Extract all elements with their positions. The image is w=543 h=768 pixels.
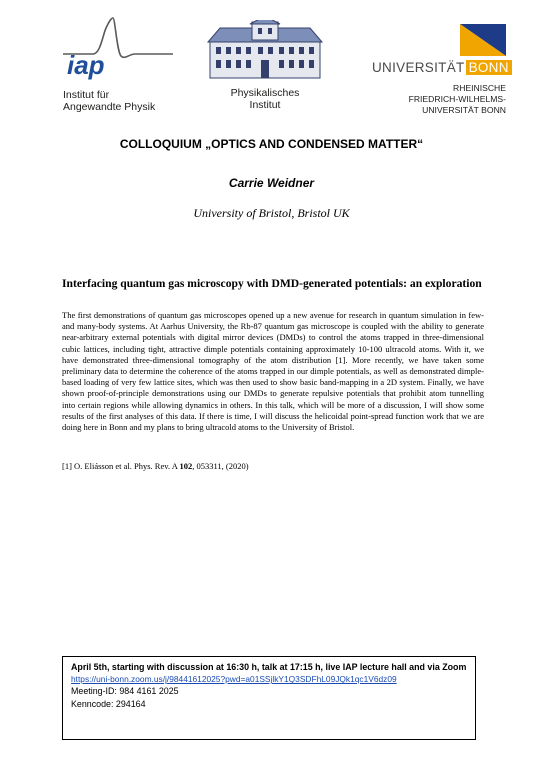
building-icon: [206, 20, 324, 82]
physikalisches-institut-logo: [206, 20, 324, 120]
speaker-affiliation: University of Bristol, Bristol UK: [193, 206, 350, 220]
physikalisches-institut-name: [206, 87, 324, 111]
uni-bonn-logo: [372, 22, 510, 122]
uni-bonn-emblem-icon: [372, 22, 508, 58]
bonn-sub-line-1: RHEINISCHE: [452, 83, 506, 93]
reference: [62, 461, 484, 472]
uni-bonn-boxed-word: BONN: [466, 60, 512, 75]
uni-bonn-word: UNIVERSITÄT: [372, 60, 465, 75]
talk-title: Interfacing quantum gas microscopy with DMD-generated potentials: an exploration: [62, 277, 482, 290]
colloquium-title: COLLOQUIUM „OPTICS AND CONDENSED MATTER“: [119, 137, 424, 151]
bonn-sub-line-3: UNIVERSITÄT BONN: [422, 105, 506, 115]
pi-line-1: Physikalisches: [230, 87, 300, 99]
speaker-name: Carrie Weidner: [228, 176, 315, 190]
iap-mark-text: iap: [67, 50, 105, 80]
iap-line-2: Angewandte Physik: [63, 101, 156, 113]
reference-prefix: [1] O. Eliásson et al. Phys. Rev. A: [62, 461, 180, 471]
kenncode: Kenncode: 294164: [71, 698, 146, 709]
uni-bonn-wordmark: [372, 60, 512, 75]
event-date-time: April 5th, starting with discussion at 16:30 h, talk at 17:15 h, live IAP lecture hall and via Zoom: [71, 662, 467, 672]
iap-name: [63, 89, 183, 113]
pi-line-2: Institut: [249, 99, 281, 111]
meeting-id: Meeting-ID: 984 4161 2025: [71, 686, 179, 697]
zoom-link[interactable]: https://uni-bonn.zoom.us/j/98441612025?pwd=a01SSjlkY1Q3SDFhL09JQk1qc1V6dz09: [71, 674, 397, 685]
reference-suffix: , 053311, (2020): [192, 461, 249, 471]
event-info-box: [62, 656, 476, 740]
reference-volume: 102: [179, 461, 193, 471]
iap-logo: [63, 12, 173, 114]
bonn-sub-line-2: FRIEDRICH-WILHELMS-: [408, 94, 506, 104]
iap-signal-pulse-icon: [63, 12, 173, 88]
iap-line-1: Institut für: [63, 89, 110, 101]
uni-bonn-subtitle: [409, 83, 506, 116]
abstract-text: The first demonstrations of quantum gas microscopes opened up a new avenue for research in quantum simulation in few- and many-body systems. At Aarhus University, the Rb-87 quantum gas microscope is coupled with the ability to generate near-arbitrary external potentials with digital mirror devices (DMDs) to control the atoms trapped in three-dimensional cubic lattices, including tight, attractive dimple potentials containing approximately 10-100 ultracold atoms. With it, we have demonstrated three-dimensional tomography of the atom distribution [1]. More recently, we have taken some preliminary data to determine the coherence of the atoms trapped in our dimple potentials, as well as demonstrated dimple-based loading of very few lattice sites, which was then used to show basic band-mapping in a 2D system. Finally, we have shown proof-of-principle demonstrations using our DMDs to generate repulsive potentials that prohibit atom tunnelling into certain regions while allowing dynamics in others. In this talk, which will be more of a discussion, I will show some results of the first analyses of this data. If there is time, I will discuss the helicoidal point-spread function work that we are doing here in Bonn and my plans to bring ultracold atoms to the University of Bristol.: [62, 310, 484, 433]
